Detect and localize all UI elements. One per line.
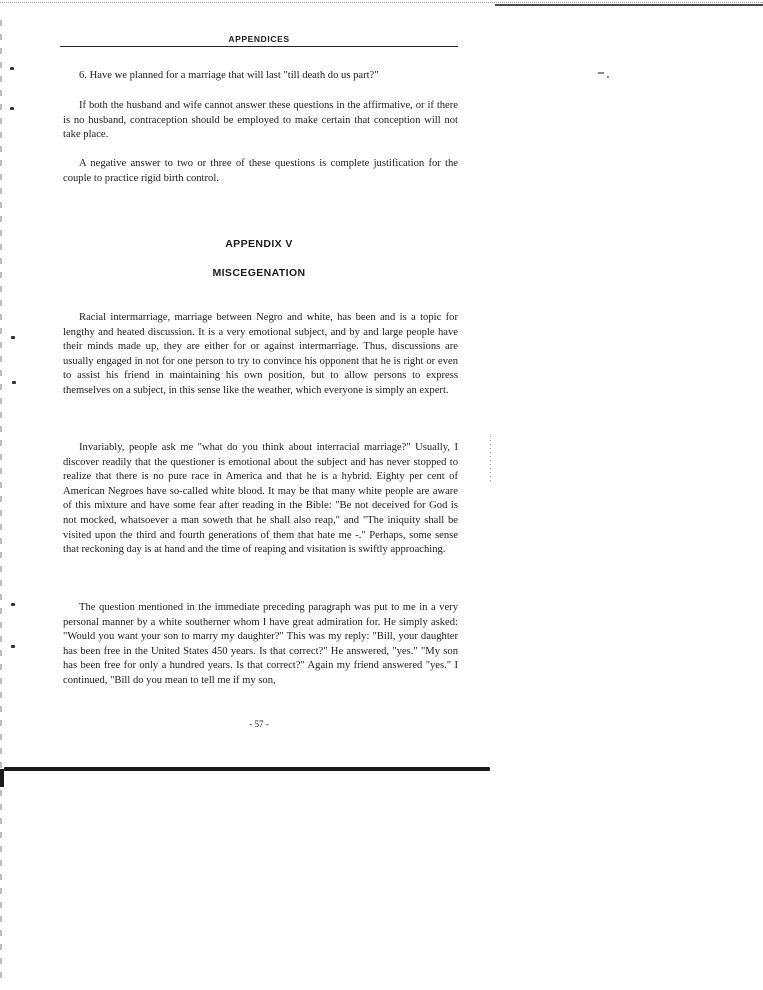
paragraph: Invariably, people ask me "what do you think about interracial marriage?" Usually, I discover readily that the questioner is emotional about the subject and has never stopped to realize that there is no pure race in America and that he is a hybrid. Eighty per cent of American Negroes have so-called white blood. It may be that many white people are aware of this mixture and have some fear after reading in the Bible: "Be not deceived for God is not mocked, whatsoever a man soweth that he shall also reap," and "The iniquity shall be visited upon the third and fourth generations of them that hate me -." Perhaps, some sense that reckoning day is at hand and the time of reaping and visitation is swiftly approaching. [63, 442, 458, 556]
appendix-heading: APPENDIX V [225, 238, 293, 250]
margin-mark [12, 381, 16, 384]
scan-bottom-edge-tail [0, 769, 4, 787]
margin-mark [10, 67, 14, 70]
paragraph: A negative answer to two or three of these questions is complete justification for the couple to practice rigid birth control. [63, 158, 458, 184]
scan-top-right-edge [495, 4, 763, 6]
margin-mark [11, 645, 15, 648]
scan-right-dots [490, 436, 491, 484]
paragraph: Racial intermarriage, marriage between Negro and white, has been and is a topic for lengthy and heated discussion. It is a very emotional subject, and by and large people have their minds made up, they are either for or against intermarriage. Thus, discussions are usually engaged in not for one person to try to convince his opponent that he is right or even to assist his friend in maintaining his own position, but to allow persons to express themselves on a subject, in this sense like the weather, which everyone is simply an expert. [63, 312, 458, 396]
paragraph: The question mentioned in the immediate preceding paragraph was put to me in a very personal manner by a white southerner whom I have great admiration for. He simply asked: "Would you want your son to marry my daughter?" This was my reply: "Bill, your daughter has been free in the United States 450 years. Is that correct?" He answered, "yes." "My son has been free for only a hundred years. Is that correct?" Again my friend answered "yes." I continued, "Bill do you mean to tell me if my son, [63, 602, 458, 686]
running-head: APPENDICES [228, 34, 290, 44]
scan-speck [598, 72, 604, 74]
margin-mark [10, 107, 14, 110]
margin-mark [11, 336, 15, 339]
scan-left-edge [0, 20, 2, 980]
scan-top-edge [0, 2, 763, 3]
header-rule [60, 46, 458, 47]
margin-mark [11, 603, 15, 606]
scan-speck [607, 76, 609, 78]
section-heading: MISCEGENATION [212, 267, 306, 279]
question-paragraph: 6. Have we planned for a marriage that will last "till death do us part?" [79, 70, 379, 81]
paragraph: If both the husband and wife cannot answer these questions in the affirmative, or if there is no husband, contraception should be employed to make certain that conception will not take place. [63, 100, 458, 141]
page-number: - 57 - [249, 719, 269, 729]
scan-bottom-edge [4, 767, 490, 771]
